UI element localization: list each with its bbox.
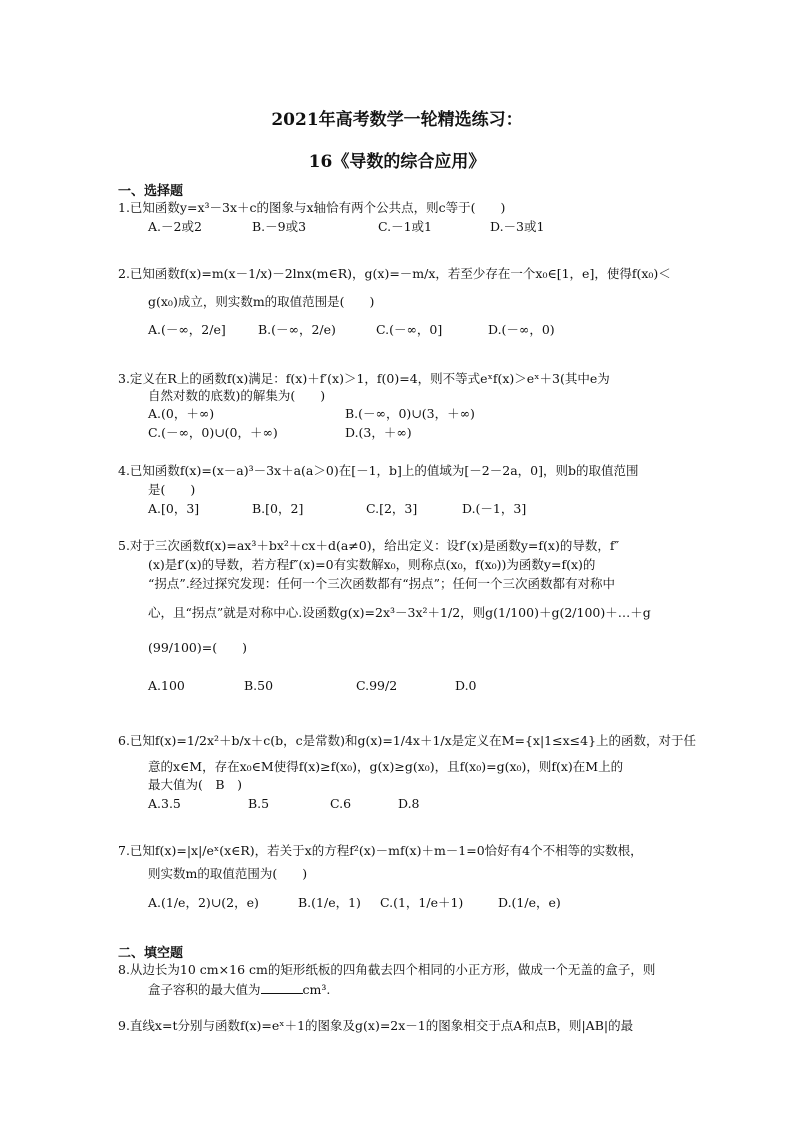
page-subtitle: 16《导数的综合应用》 bbox=[308, 152, 486, 172]
question-2-option-a: A.(－∞，2/e] bbox=[148, 322, 226, 337]
question-5-option-b: B.50 bbox=[244, 678, 274, 693]
question-5-line-2: (x)是f′(x)的导数，若方程f″(x)=0有实数解x₀，则称点(x₀，f(x₀))为函数y=f(x)的 bbox=[148, 557, 596, 572]
question-4-option-c: C.[2，3] bbox=[366, 501, 418, 516]
section-heading-fill: 二、填空题 bbox=[118, 946, 184, 961]
question-1-option-c: C.－1或1 bbox=[378, 219, 432, 234]
question-2-option-c: C.(－∞，0] bbox=[376, 322, 443, 337]
question-7-option-c: C.(1，1/e＋1) bbox=[380, 895, 464, 910]
answer-blank bbox=[261, 981, 303, 994]
question-7-option-b: B.(1/e，1) bbox=[298, 895, 361, 910]
question-3-line-2: 自然对数的底数)的解集为( ) bbox=[148, 388, 326, 403]
question-5-line-4: 心，且“拐点”就是对称中心.设函数g(x)=2x³－3x²＋1/2，则g(1/100)＋g(2/100)＋…＋g bbox=[148, 605, 651, 620]
question-5-option-c: C.99/2 bbox=[356, 678, 398, 693]
question-4-line-2: 是( ) bbox=[148, 482, 196, 497]
question-7-line-2: 则实数m的取值范围为( ) bbox=[148, 866, 308, 881]
question-4-option-b: B.[0，2] bbox=[252, 501, 304, 516]
question-5-line-3: “拐点”.经过探究发现：任何一个三次函数都有“拐点”；任何一个三次函数都有对称中 bbox=[148, 576, 616, 591]
question-6-option-d: D.8 bbox=[398, 796, 420, 811]
question-5-line-5: (99/100)=( ) bbox=[148, 640, 247, 655]
page-title: 2021年高考数学一轮精选练习： bbox=[271, 110, 523, 130]
question-3-option-b: B.(－∞，0)∪(3，＋∞) bbox=[345, 406, 475, 421]
question-6-line-3: 最大值为( B ) bbox=[148, 777, 242, 792]
question-8-unit: cm³. bbox=[302, 982, 331, 997]
question-2-line-2: g(x₀)成立，则实数m的取值范围是( ) bbox=[148, 294, 375, 309]
question-2-option-d: D.(－∞，0) bbox=[488, 322, 555, 337]
question-8-line-2 bbox=[148, 980, 330, 1000]
question-1-option-d: D.－3或1 bbox=[490, 219, 545, 234]
question-1-option-b: B.－9或3 bbox=[252, 219, 307, 234]
question-4-option-a: A.[0，3] bbox=[148, 501, 200, 516]
question-4-line-1: 4.已知函数f(x)=(x－a)³－3x＋a(a＞0)在[－1，b]上的值域为[－2－2a，0]，则b的取值范围 bbox=[118, 463, 639, 478]
question-5-option-a: A.100 bbox=[148, 678, 185, 693]
question-1-stem: 1.已知函数y=x³－3x＋c的图象与x轴恰有两个公共点，则c等于( ) bbox=[118, 200, 506, 215]
question-2-option-b: B.(－∞，2/e) bbox=[258, 322, 336, 337]
question-6-line-1: 6.已知f(x)=1/2x²＋b/x＋c(b，c是常数)和g(x)=1/4x＋1/x是定义在M={x|1≤x≤4}上的函数，对于任 bbox=[118, 733, 697, 748]
question-7-option-d: D.(1/e，e) bbox=[498, 895, 561, 910]
question-3-option-c: C.(－∞，0)∪(0，＋∞) bbox=[148, 425, 278, 440]
question-4-option-d: D.(－1，3] bbox=[462, 501, 527, 516]
question-3-option-d: D.(3，＋∞) bbox=[345, 425, 412, 440]
question-5-option-d: D.0 bbox=[455, 678, 477, 693]
question-7-line-1: 7.已知f(x)=|x|/eˣ(x∈R)，若关于x的方程f²(x)－mf(x)＋m－1=0恰好有4个不相等的实数根， bbox=[118, 843, 643, 858]
question-6-option-b: B.5 bbox=[248, 796, 270, 811]
question-5-line-1: 5.对于三次函数f(x)=ax³＋bx²＋cx＋d(a≠0)，给出定义：设f′(x)是函数y=f(x)的导数，f″ bbox=[118, 538, 620, 553]
question-2-line-1: 2.已知函数f(x)=m(x－1/x)－2lnx(m∈R)，g(x)=－m/x，若至少存在一个x₀∈[1，e]，使得f(x₀)＜ bbox=[118, 266, 671, 281]
question-6-option-c: C.6 bbox=[330, 796, 352, 811]
question-8-text-before-blank: 盒子容积的最大值为 bbox=[148, 982, 261, 997]
section-heading-choice: 一、选择题 bbox=[118, 184, 184, 199]
question-3-option-a: A.(0，＋∞) bbox=[148, 406, 215, 421]
question-6-line-2: 意的x∈M，存在x₀∈M使得f(x)≥f(x₀)，g(x)≥g(x₀)，且f(x₀)=g(x₀)，则f(x)在M上的 bbox=[148, 759, 624, 774]
question-1-option-a: A.－2或2 bbox=[148, 219, 202, 234]
question-8-line-1: 8.从边长为10 cm×16 cm的矩形纸板的四角截去四个相同的小正方形，做成一个无盖的盒子，则 bbox=[118, 962, 656, 977]
question-7-option-a: A.(1/e，2)∪(2，e) bbox=[148, 895, 259, 910]
question-6-option-a: A.3.5 bbox=[148, 796, 181, 811]
question-9-line-1: 9.直线x=t分别与函数f(x)=eˣ＋1的图象及g(x)=2x－1的图象相交于点A和点B，则|AB|的最 bbox=[118, 1018, 634, 1033]
question-3-line-1: 3.定义在R上的函数f(x)满足：f(x)＋f′(x)＞1，f(0)=4，则不等式eˣf(x)＞eˣ＋3(其中e为 bbox=[118, 371, 610, 386]
